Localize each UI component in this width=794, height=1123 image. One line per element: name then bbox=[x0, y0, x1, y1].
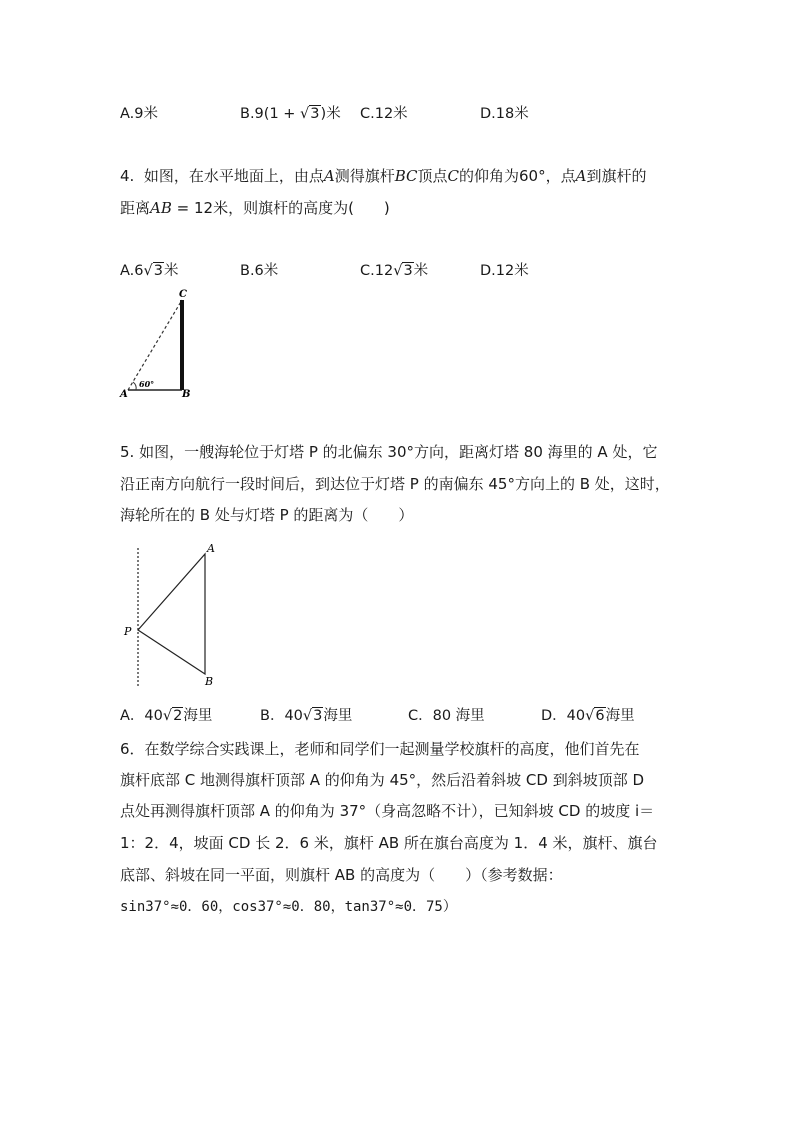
label-c: C bbox=[179, 289, 187, 300]
q3-option-c: C.12米 bbox=[360, 106, 408, 122]
q6-line-2: 旗杆底部 C 地测得旗杆顶部 A 的仰角为 45°，然后沿着斜坡 CD 到斜坡顶部 D bbox=[120, 771, 645, 789]
q5-option-a bbox=[120, 704, 212, 725]
angle-arc bbox=[133, 382, 136, 390]
q6-line-1: 6．在数学综合实践课上，老师和同学们一起测量学校旗杆的高度，他们首先在 bbox=[120, 740, 640, 758]
q5-line-1: 5. 如图，一艘海轮位于灯塔 P 的北偏东 30°方向，距离灯塔 80 海里的 A 处，它 bbox=[120, 443, 658, 461]
math-var: C bbox=[447, 167, 460, 185]
q4-text: 的仰角为60°，点 bbox=[459, 167, 576, 185]
sqrt: √3 bbox=[302, 708, 323, 724]
label-p: P bbox=[124, 625, 132, 638]
label-b: B bbox=[182, 389, 191, 400]
triangle-pab bbox=[138, 554, 205, 674]
q6-line-6: sin37°≈0．60，cos37°≈0．80，tan37°≈0．75） bbox=[120, 899, 457, 915]
q5-line-3: 海轮所在的 B 处与灯塔 P 的距离为（ ） bbox=[120, 506, 414, 524]
label-a: A bbox=[207, 542, 215, 555]
option-prefix: D．40 bbox=[541, 708, 586, 724]
sqrt: √3 bbox=[143, 263, 163, 279]
option-suffix: 海里 bbox=[323, 708, 353, 724]
math-var: AB bbox=[150, 199, 172, 217]
option-prefix: B．40 bbox=[260, 708, 303, 724]
q3-option-a: A.9米 bbox=[120, 106, 158, 122]
q3-option-b bbox=[240, 102, 341, 123]
option-suffix: 海里 bbox=[183, 708, 213, 724]
q4-text: = 12米，则旗杆的高度为( ) bbox=[171, 199, 390, 217]
sqrt-radicand: 3 bbox=[153, 263, 163, 279]
option-suffix: 米 bbox=[413, 263, 429, 279]
sqrt: √2 bbox=[162, 708, 183, 724]
option-prefix: C.12 bbox=[360, 263, 394, 279]
sqrt: √3 bbox=[393, 263, 413, 279]
sqrt-radicand: 2 bbox=[173, 708, 183, 724]
q5-lighthouse-figure bbox=[118, 538, 228, 690]
q3-option-d: D.18米 bbox=[480, 106, 529, 122]
angle-label: 60° bbox=[139, 379, 155, 389]
label-b: B bbox=[205, 675, 214, 688]
sqrt-radicand: 6 bbox=[595, 708, 605, 724]
q5-option-c: C．80 海里 bbox=[408, 708, 485, 724]
q4-line-2 bbox=[120, 197, 390, 218]
q3-option-b-prefix: B.9(1 + bbox=[240, 106, 301, 122]
q4-number: 4. bbox=[120, 167, 135, 185]
q6-line-4: 1：2．4，坡面 CD 长 2．6 米，旗杆 AB 所在旗台高度为 1．4 米，旗杆、旗台 bbox=[120, 834, 658, 852]
q4-option-b: B.6米 bbox=[240, 263, 279, 279]
label-a: A bbox=[120, 389, 128, 400]
q4-text: 测得旗杆 bbox=[334, 167, 395, 185]
option-suffix: 米 bbox=[163, 263, 179, 279]
q6-line-5: 底部、斜坡在同一平面，则旗杆 AB 的高度为（ ）（参考数据： bbox=[120, 866, 563, 884]
sqrt-radicand: 3 bbox=[403, 263, 413, 279]
q4-text: 顶点 bbox=[417, 167, 448, 185]
sqrt-radicand: 3 bbox=[313, 708, 323, 724]
q4-option-d: D.12米 bbox=[480, 263, 529, 279]
option-prefix: A.6 bbox=[120, 263, 144, 279]
q4-text: 如图，在水平地面上，由点 bbox=[143, 167, 324, 185]
sqrt: √3 bbox=[300, 106, 320, 122]
q4-option-a bbox=[120, 259, 178, 280]
option-suffix: 海里 bbox=[605, 708, 635, 724]
sqrt-radicand: 3 bbox=[310, 106, 320, 122]
q5-option-d bbox=[541, 704, 635, 725]
sightline-dashed bbox=[128, 300, 182, 390]
q6-line-3: 点处再测得旗杆顶部 A 的仰角为 37°（身高忽略不计），已知斜坡 CD 的坡度 i＝ bbox=[120, 802, 655, 820]
math-var: A bbox=[575, 167, 587, 185]
math-var: A bbox=[323, 167, 335, 185]
sqrt: √6 bbox=[585, 708, 605, 724]
q4-text: 距离 bbox=[120, 199, 151, 217]
q4-line-1 bbox=[120, 165, 646, 186]
option-prefix: A．40 bbox=[120, 708, 163, 724]
q4-option-c bbox=[360, 259, 428, 280]
q5-line-2: 沿正南方向航行一段时间后，到达位于灯塔 P 的南偏东 45°方向上的 B 处，这时， bbox=[120, 475, 670, 493]
q4-text: 到旗杆的 bbox=[586, 167, 647, 185]
q4-flagpole-figure bbox=[118, 286, 198, 401]
q5-option-b bbox=[260, 704, 352, 725]
math-var: BC bbox=[394, 167, 418, 185]
q3-option-b-suffix: )米 bbox=[320, 106, 341, 122]
